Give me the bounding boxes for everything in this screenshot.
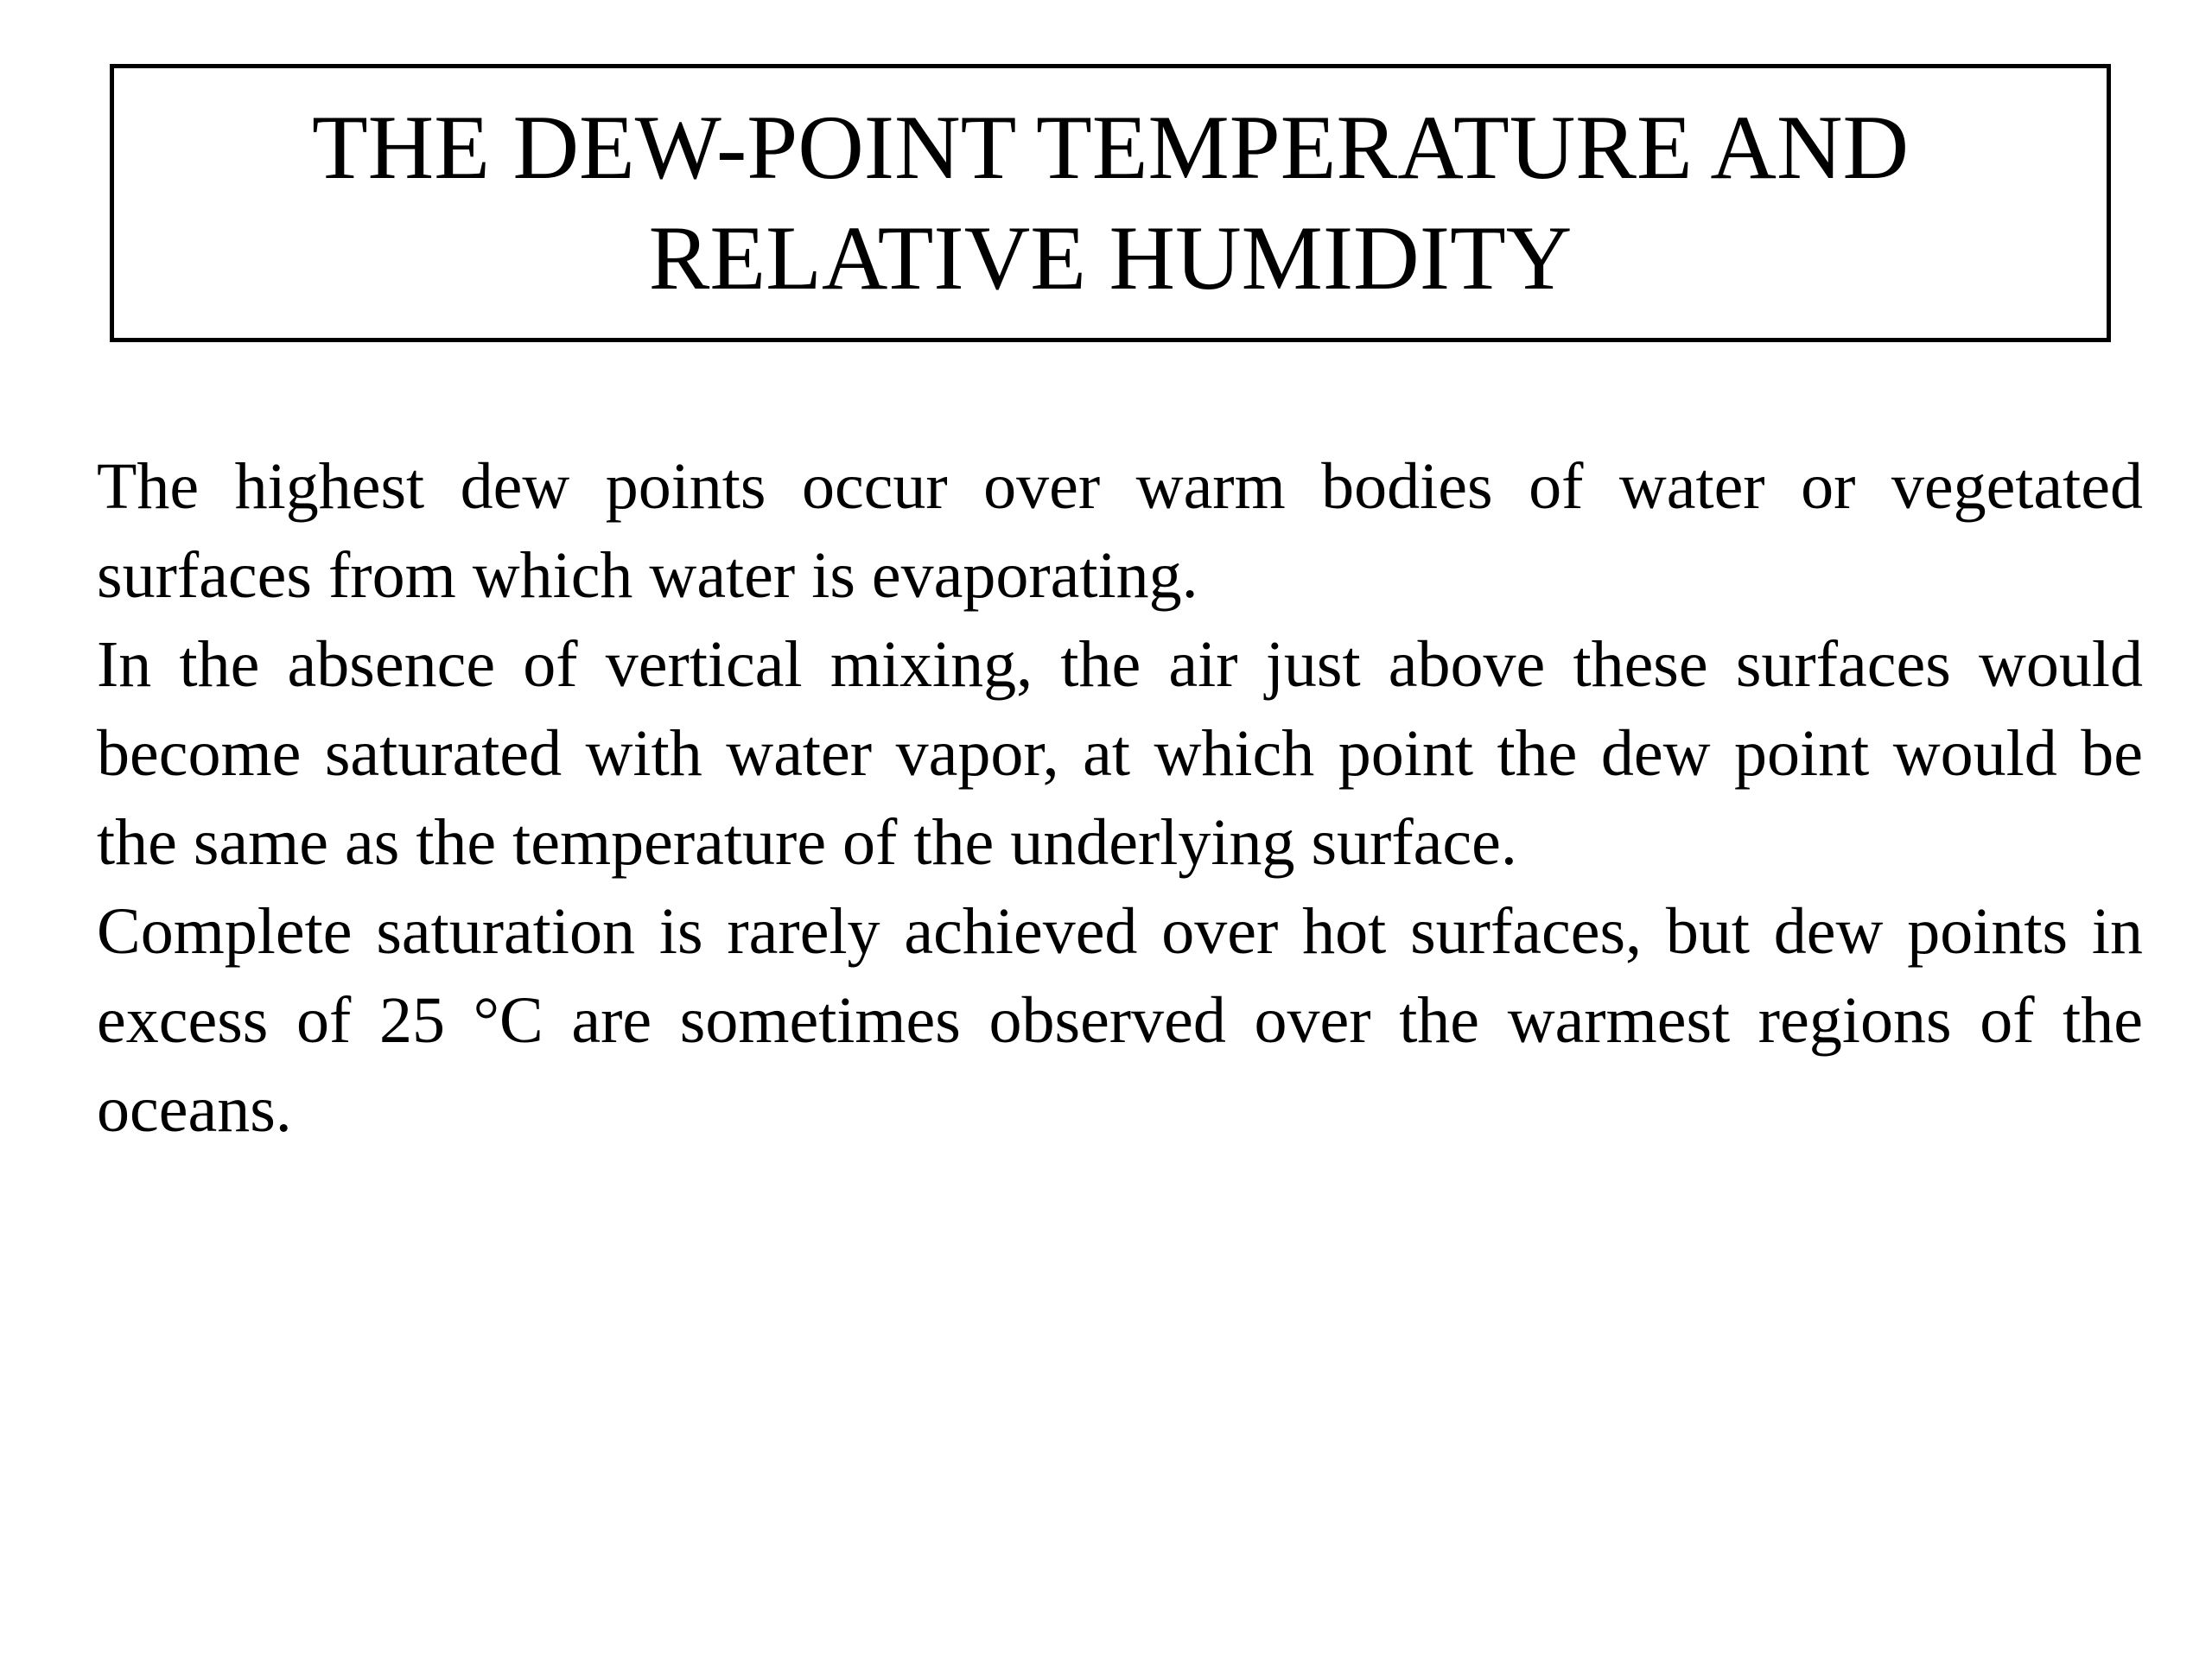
paragraph-complete-saturation: Complete saturation is rarely achieved over hot surfaces, but dew points in excess of 25 °C are sometimes observed over the warmest regions of the oceans. <box>97 895 2143 1146</box>
slide-title-line-1: THE DEW-POINT TEMPERATURE AND <box>311 97 1910 198</box>
paragraph-highest-dew-points: The highest dew points occur over warm bodies of water or vegetated surfaces from which water is evaporating. <box>97 450 2143 612</box>
slide-title <box>312 92 1909 314</box>
paragraph-vertical-mixing: In the absence of vertical mixing, the air just above these surfaces would become saturated with water vapor, at which point the dew point would be the same as the temperature of the underlying surface. <box>97 628 2143 879</box>
title-box <box>110 64 2111 342</box>
body-text <box>97 442 2143 1154</box>
slide-title-line-2: RELATIVE HUMIDITY <box>648 207 1573 308</box>
